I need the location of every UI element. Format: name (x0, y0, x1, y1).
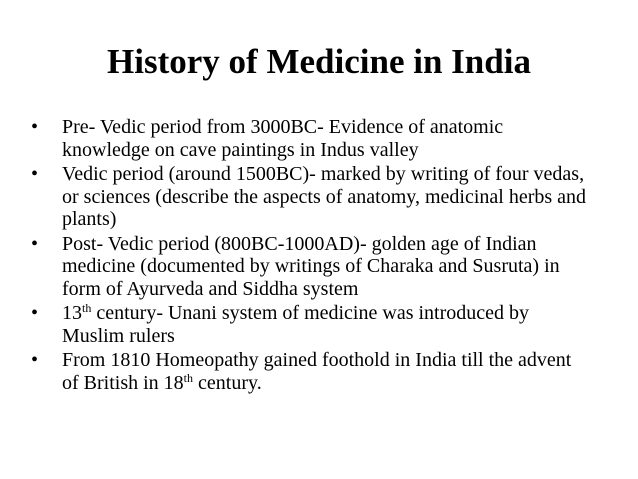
bullet-icon: • (31, 232, 39, 255)
item-text-tail: century. (193, 371, 262, 394)
item-text: Pre- Vedic period from 3000BC- Evidence of anatomic knowledge on cave paintings in Indus valley (62, 116, 504, 161)
superscript: th (183, 370, 194, 385)
list-item (28, 349, 588, 394)
list-item (28, 302, 588, 347)
list-item (28, 116, 588, 161)
slide-title: History of Medicine in India (107, 42, 531, 81)
item-text: century- Unani system of medicine was introduced by Muslim rulers (62, 302, 529, 347)
item-text: From 1810 Homeopathy gained foothold in India till the advent of British in 18 (62, 349, 572, 394)
bullet-icon: • (31, 349, 39, 371)
superscript: th (82, 301, 92, 315)
bullet-icon: • (31, 163, 39, 185)
item-text: Vedic period (around 1500BC)- marked by writing of four vedas, or sciences (describe the aspects of anatomy, medicinal herbs and plants) (62, 163, 587, 230)
item-text: Post- Vedic period (800BC-1000AD)- golden age of Indian medicine (documented by writings of Charaka and Susruta) in form of Ayurveda and Siddha system (62, 232, 560, 300)
bullet-icon: • (31, 302, 39, 324)
list-item (28, 163, 588, 231)
bullet-icon: • (31, 116, 39, 138)
bullet-list (28, 116, 588, 396)
item-number: 13 (62, 302, 82, 324)
list-item (28, 233, 588, 301)
